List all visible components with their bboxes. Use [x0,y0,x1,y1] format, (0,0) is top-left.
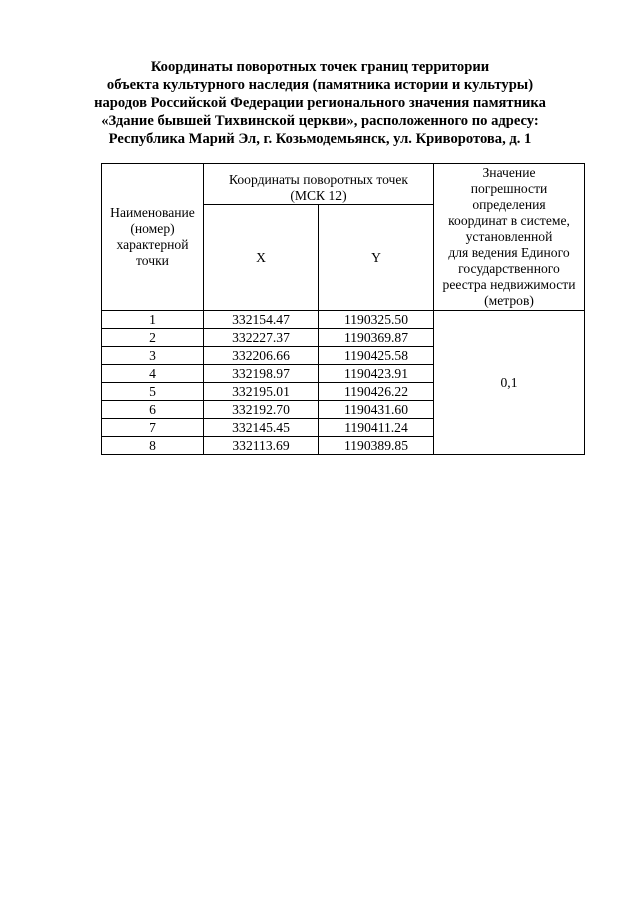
y-value: 1190426.22 [319,383,434,401]
x-value: 332195.01 [204,383,319,401]
table-row [102,311,585,329]
y-value: 1190325.50 [319,311,434,329]
header-point-name: Наименование (номер) характерной точки [102,164,204,311]
point-number: 3 [102,347,204,365]
header-y: Y [319,205,434,311]
document-title [60,58,580,148]
header-accuracy: Значение погрешности определения координат в системе, установленной для ведения Единого государственного реестра недвижимости (метров) [434,164,585,311]
point-number: 7 [102,419,204,437]
accuracy-value: 0,1 [434,311,585,455]
x-value: 332154.47 [204,311,319,329]
header-coordinates: Координаты поворотных точек (МСК 12) [204,164,434,205]
title-line: объекта культурного наследия (памятника истории и культуры) [106,77,534,93]
x-value: 332192.70 [204,401,319,419]
y-value: 1190423.91 [319,365,434,383]
y-value: 1190425.58 [319,347,434,365]
point-number: 5 [102,383,204,401]
point-number: 4 [102,365,204,383]
x-value: 332145.45 [204,419,319,437]
point-number: 8 [102,437,204,455]
point-number: 2 [102,329,204,347]
y-value: 1190369.87 [319,329,434,347]
point-number: 6 [102,401,204,419]
x-value: 332206.66 [204,347,319,365]
title-line: народов Российской Федерации регионального значения памятника [94,95,546,111]
x-value: 332198.97 [204,365,319,383]
header-x: X [204,205,319,311]
point-number: 1 [102,311,204,329]
y-value: 1190389.85 [319,437,434,455]
y-value: 1190431.60 [319,401,434,419]
x-value: 332113.69 [204,437,319,455]
x-value: 332227.37 [204,329,319,347]
y-value: 1190411.24 [319,419,434,437]
table-header-row [102,164,585,205]
title-line: «Здание бывшей Тихвинской церкви», расположенного по адресу: [101,113,539,129]
coordinates-table [101,163,585,455]
title-line: Республика Марий Эл, г. Козьмодемьянск, ул. Криворотова, д. 1 [108,131,532,147]
title-line: Координаты поворотных точек границ территории [150,59,490,75]
